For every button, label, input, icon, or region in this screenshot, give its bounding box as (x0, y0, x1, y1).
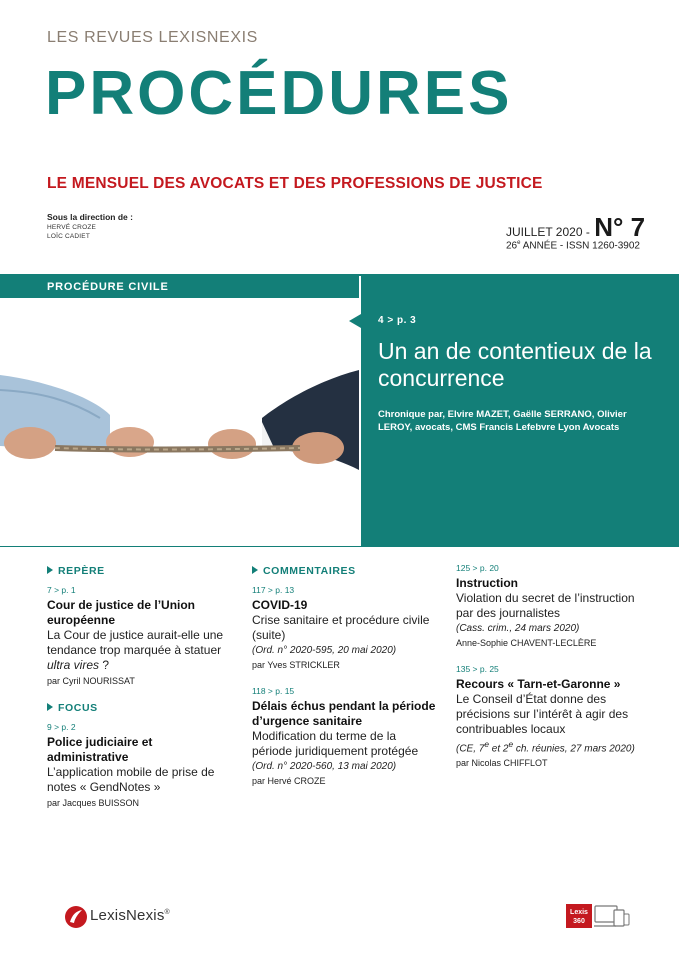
article-author: par Nicolas CHIFFLOT (456, 758, 548, 769)
feature-pointer (349, 314, 361, 328)
article-title: Cour de justice de l’Union européenne (47, 598, 196, 627)
article-title: COVID-19 (252, 598, 308, 612)
column-3 (456, 563, 636, 780)
article-title: Police judiciaire et administrative (47, 735, 153, 764)
lexis360-badge: Lexis 360 (566, 904, 592, 928)
tug-of-war-photo (0, 300, 359, 546)
article-title: Recours « Tarn-et-Garonne » (456, 677, 621, 691)
masthead-title: PROCÉDURES (45, 59, 513, 128)
section-label: PROCÉDURE CIVILE (47, 281, 169, 293)
article-ref: 125 > p. 20 (456, 563, 499, 573)
triangle-icon (252, 566, 258, 574)
triangle-icon (47, 703, 53, 711)
article-summary: Crise sanitaire et procédure civile (suite) (252, 613, 430, 642)
article-item[interactable] (456, 664, 636, 768)
article-summary: Le Conseil d’État donne des précisions sur l’intérêt à agir des contribuables locaux (456, 692, 629, 736)
article-ref: 7 > p. 1 (47, 585, 76, 595)
article-author: par Hervé CROZE (252, 776, 326, 786)
article-item[interactable] (47, 585, 232, 686)
article-author: par Yves STRICKLER (252, 660, 340, 670)
article-author: par Jacques BUISSON (47, 798, 140, 808)
year-suffix: e (517, 240, 521, 246)
article-item[interactable] (252, 686, 437, 786)
article-title: Délais échus pendant la période d’urgence sanitaire (252, 699, 436, 728)
section-heading-focus: FOCUS (47, 702, 232, 714)
article-citation: (Ord. n° 2020-595, 20 mai 2020) (252, 645, 397, 656)
brand-name: LexisNexis® (90, 907, 170, 924)
article-citation: (CE, 7e et 2e ch. réunies, 27 mars 2020) (456, 739, 635, 755)
issn-text: ANNÉE - ISSN 1260-3902 (520, 240, 640, 252)
series-name: LES REVUES LEXISNEXIS (47, 29, 258, 46)
feature-byline: Chronique par, Elvire MAZET, Gaëlle SERRANO, Olivier LEROY, avocats, CMS Francis Lefebvre Lyon Avocats (378, 409, 627, 433)
article-item[interactable] (252, 585, 437, 670)
article-title: Instruction (456, 576, 518, 590)
year-number: 26 (506, 240, 518, 252)
article-summary: Modification du terme de la période juridiquement protégée (252, 729, 419, 758)
issue-number: N° 7 (594, 212, 646, 242)
section-bar (0, 276, 359, 298)
section-heading-commentaires: COMMENTAIRES (252, 565, 437, 577)
article-ref: 9 > p. 2 (47, 722, 76, 732)
triangle-icon (47, 566, 53, 574)
article-author: Anne-Sophie CHAVENT-LECLÈRE (456, 638, 597, 648)
lexisnexis-logo-icon (64, 905, 88, 934)
section-heading-repere: REPÈRE (47, 565, 232, 577)
column-1 (47, 565, 232, 820)
column-2 (252, 565, 437, 798)
article-author: par Cyril NOURISSAT (47, 676, 135, 686)
article-ref: 117 > p. 13 (252, 585, 295, 595)
article-summary: L’application mobile de prise de notes « GendNotes » (47, 765, 215, 794)
issue-info (506, 212, 645, 243)
article-item[interactable] (456, 563, 636, 648)
bottom-rule (0, 546, 679, 547)
direction-label: Sous la direction de : (47, 212, 133, 222)
article-summary: Violation du secret de l’instruction par des journalistes (456, 591, 635, 620)
article-summary: La Cour de justice aurait-elle une tendance trop marquée à statuer ultra vires ? (47, 628, 224, 672)
article-ref: 118 > p. 15 (252, 686, 295, 696)
article-citation: (Ord. n° 2020-560, 13 mai 2020) (252, 761, 397, 772)
director-name: HERVÉ CROZE (47, 224, 97, 231)
issn-line (506, 240, 640, 251)
issue-date: JUILLET 2020 - (506, 225, 590, 239)
director-name: LOÏC CADIET (47, 233, 91, 240)
devices-icon (594, 904, 630, 935)
article-citation: (Cass. crim., 24 mars 2020) (456, 623, 580, 634)
feature-reference: 4 > p. 3 (378, 315, 417, 326)
article-ref: 135 > p. 25 (456, 664, 499, 674)
tagline: LE MENSUEL DES AVOCATS ET DES PROFESSIONS DE JUSTICE (47, 175, 543, 192)
article-item[interactable] (47, 722, 232, 808)
feature-title: Un an de contentieux de la concurrence (378, 338, 652, 391)
